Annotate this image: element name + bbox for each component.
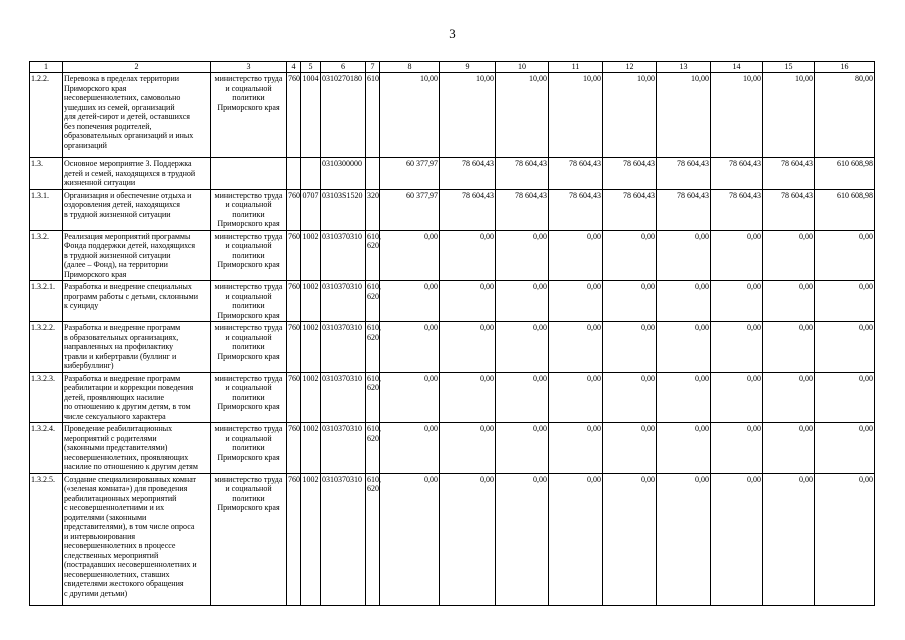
responsible-executor-cell: министерство труда и социальной политики Приморского края — [211, 281, 287, 322]
column-number-row — [30, 62, 875, 73]
amount-cell: 610 608,98 — [815, 189, 875, 230]
amount-cell: 0,00 — [763, 281, 815, 322]
table-row — [30, 423, 875, 474]
section-code-cell: 1002 — [301, 473, 321, 605]
amount-cell: 78 604,43 — [549, 158, 603, 190]
row-number-cell: 1.2.2. — [30, 73, 63, 158]
responsible-executor-cell: министерство труда и социальной политики Приморского края — [211, 473, 287, 605]
responsible-executor-cell: министерство труда и социальной политики Приморского края — [211, 372, 287, 423]
column-number-header: 9 — [440, 62, 496, 73]
section-code-cell — [301, 158, 321, 190]
amount-cell: 0,00 — [603, 230, 657, 281]
column-number-header: 14 — [711, 62, 763, 73]
column-number-header: 16 — [815, 62, 875, 73]
amount-cell: 0,00 — [440, 372, 496, 423]
amount-cell: 0,00 — [711, 281, 763, 322]
section-code-cell: 1002 — [301, 281, 321, 322]
amount-cell: 0,00 — [496, 281, 549, 322]
section-code-cell: 1002 — [301, 230, 321, 281]
target-article-cell: 0310370310 — [321, 423, 366, 474]
expense-type-cell: 610, 620 — [366, 473, 380, 605]
amount-cell: 0,00 — [657, 423, 711, 474]
amount-cell: 10,00 — [440, 73, 496, 158]
amount-cell: 0,00 — [815, 230, 875, 281]
activity-name-cell: Перевозка в пределах территории Приморского края несовершеннолетних, самовольно ушедших из семей, организаций для детей-сирот и детей, оставшихся без попечения родителей, образовательных организаций и иных организаций — [63, 73, 211, 158]
amount-cell: 78 604,43 — [657, 158, 711, 190]
table-row — [30, 73, 875, 158]
amount-cell: 78 604,43 — [440, 189, 496, 230]
amount-cell: 80,00 — [815, 73, 875, 158]
amount-cell: 0,00 — [380, 281, 440, 322]
amount-cell: 78 604,43 — [657, 189, 711, 230]
table-row — [30, 322, 875, 373]
activity-name-cell: Разработка и внедрение специальных программ работы с детьми, склонными к суициду — [63, 281, 211, 322]
amount-cell: 0,00 — [711, 230, 763, 281]
target-article-cell: 0310370310 — [321, 473, 366, 605]
column-number-header: 13 — [657, 62, 711, 73]
amount-cell: 0,00 — [380, 372, 440, 423]
section-code-cell: 1002 — [301, 372, 321, 423]
amount-cell: 78 604,43 — [603, 158, 657, 190]
row-number-cell: 1.3.2.5. — [30, 473, 63, 605]
target-article-cell: 0310370310 — [321, 372, 366, 423]
amount-cell: 78 604,43 — [549, 189, 603, 230]
activity-name-cell: Разработка и внедрение программ в образовательных организациях, направленных на профилактику травли и кибертравли (буллинг и кибербуллинг) — [63, 322, 211, 373]
table-row — [30, 230, 875, 281]
amount-cell: 0,00 — [657, 473, 711, 605]
amount-cell: 0,00 — [549, 281, 603, 322]
expense-type-cell: 610, 620 — [366, 281, 380, 322]
target-article-cell: 0310300000 — [321, 158, 366, 190]
amount-cell: 0,00 — [763, 372, 815, 423]
row-number-cell: 1.3.2.2. — [30, 322, 63, 373]
amount-cell: 0,00 — [603, 372, 657, 423]
section-code-cell: 1004 — [301, 73, 321, 158]
amount-cell: 78 604,43 — [603, 189, 657, 230]
amount-cell: 78 604,43 — [496, 158, 549, 190]
activity-name-cell: Разработка и внедрение программ реабилитации и коррекции поведения детей, проявляющих насилие по отношению к другим детям, в том числе сексуального характера — [63, 372, 211, 423]
amount-cell: 0,00 — [711, 372, 763, 423]
amount-cell: 0,00 — [440, 423, 496, 474]
expense-type-cell — [366, 158, 380, 190]
amount-cell: 0,00 — [440, 230, 496, 281]
column-number-header: 11 — [549, 62, 603, 73]
amount-cell: 0,00 — [603, 281, 657, 322]
activity-name-cell: Организация и обеспечение отдыха и оздоровления детей, находящихся в трудной жизненной ситуации — [63, 189, 211, 230]
amount-cell: 0,00 — [549, 230, 603, 281]
amount-cell: 0,00 — [763, 230, 815, 281]
responsible-executor-cell: министерство труда и социальной политики Приморского края — [211, 73, 287, 158]
amount-cell: 0,00 — [815, 322, 875, 373]
amount-cell: 0,00 — [496, 372, 549, 423]
amount-cell: 0,00 — [657, 230, 711, 281]
grbs-code-cell: 760 — [287, 423, 301, 474]
row-number-cell: 1.3.1. — [30, 189, 63, 230]
target-article-cell: 0310370310 — [321, 230, 366, 281]
amount-cell: 10,00 — [549, 73, 603, 158]
activity-name-cell: Проведение реабилитационных мероприятий с родителями (законными представителями) несовершеннолетних, проявляющих насилие по отношению к другим детям — [63, 423, 211, 474]
amount-cell: 0,00 — [657, 322, 711, 373]
amount-cell: 0,00 — [657, 372, 711, 423]
amount-cell: 10,00 — [711, 73, 763, 158]
expense-type-cell: 610, 620 — [366, 423, 380, 474]
page-number: 3 — [449, 26, 456, 41]
table-row — [30, 473, 875, 605]
column-number-header: 15 — [763, 62, 815, 73]
grbs-code-cell: 760 — [287, 281, 301, 322]
expense-type-cell: 610, 620 — [366, 230, 380, 281]
grbs-code-cell: 760 — [287, 473, 301, 605]
amount-cell: 10,00 — [603, 73, 657, 158]
column-number-header: 1 — [30, 62, 63, 73]
amount-cell: 0,00 — [763, 423, 815, 474]
row-number-cell: 1.3.2.1. — [30, 281, 63, 322]
activity-name-cell: Реализация мероприятий программы Фонда поддержки детей, находящихся в трудной жизненной ситуации (далее – Фонд), на территории Приморского края — [63, 230, 211, 281]
amount-cell: 0,00 — [657, 281, 711, 322]
target-article-cell: 03103S1520 — [321, 189, 366, 230]
amount-cell: 0,00 — [711, 423, 763, 474]
expense-type-cell: 320 — [366, 189, 380, 230]
amount-cell: 78 604,43 — [763, 189, 815, 230]
amount-cell: 78 604,43 — [763, 158, 815, 190]
table-row — [30, 189, 875, 230]
expense-type-cell: 610, 620 — [366, 322, 380, 373]
responsible-executor-cell: министерство труда и социальной политики Приморского края — [211, 189, 287, 230]
row-number-cell: 1.3. — [30, 158, 63, 190]
target-article-cell: 0310370310 — [321, 281, 366, 322]
amount-cell: 78 604,43 — [496, 189, 549, 230]
amount-cell: 0,00 — [549, 423, 603, 474]
table-row — [30, 158, 875, 190]
amount-cell: 0,00 — [603, 322, 657, 373]
amount-cell: 0,00 — [380, 473, 440, 605]
amount-cell: 0,00 — [763, 473, 815, 605]
column-number-header: 3 — [211, 62, 287, 73]
amount-cell: 0,00 — [603, 423, 657, 474]
column-number-header: 7 — [366, 62, 380, 73]
table-row — [30, 281, 875, 322]
column-number-header: 6 — [321, 62, 366, 73]
amount-cell: 0,00 — [815, 372, 875, 423]
column-number-header: 8 — [380, 62, 440, 73]
row-number-cell: 1.3.2. — [30, 230, 63, 281]
expense-type-cell: 610 — [366, 73, 380, 158]
amount-cell: 0,00 — [815, 473, 875, 605]
responsible-executor-cell: министерство труда и социальной политики Приморского края — [211, 230, 287, 281]
amount-cell: 0,00 — [440, 473, 496, 605]
expense-type-cell: 610, 620 — [366, 372, 380, 423]
amount-cell: 0,00 — [763, 322, 815, 373]
amount-cell: 0,00 — [603, 473, 657, 605]
section-code-cell: 1002 — [301, 322, 321, 373]
grbs-code-cell — [287, 158, 301, 190]
column-number-header: 5 — [301, 62, 321, 73]
amount-cell: 0,00 — [549, 322, 603, 373]
amount-cell: 10,00 — [496, 73, 549, 158]
amount-cell: 10,00 — [763, 73, 815, 158]
amount-cell: 60 377,97 — [380, 189, 440, 230]
grbs-code-cell: 760 — [287, 189, 301, 230]
amount-cell: 0,00 — [496, 473, 549, 605]
amount-cell: 10,00 — [380, 73, 440, 158]
amount-cell: 0,00 — [549, 473, 603, 605]
amount-cell: 78 604,43 — [440, 158, 496, 190]
amount-cell: 0,00 — [711, 473, 763, 605]
amount-cell: 0,00 — [440, 322, 496, 373]
column-number-header: 2 — [63, 62, 211, 73]
row-number-cell: 1.3.2.4. — [30, 423, 63, 474]
responsible-executor-cell: министерство труда и социальной политики Приморского края — [211, 423, 287, 474]
budget-table — [29, 61, 875, 606]
column-number-header: 4 — [287, 62, 301, 73]
activity-name-cell: Основное мероприятие 3. Поддержка детей и семей, находящихся в трудной жизненной ситуации — [63, 158, 211, 190]
grbs-code-cell: 760 — [287, 372, 301, 423]
amount-cell: 0,00 — [496, 423, 549, 474]
amount-cell: 0,00 — [496, 230, 549, 281]
section-code-cell: 1002 — [301, 423, 321, 474]
amount-cell: 78 604,43 — [711, 189, 763, 230]
amount-cell: 0,00 — [815, 281, 875, 322]
row-number-cell: 1.3.2.3. — [30, 372, 63, 423]
responsible-executor-cell: министерство труда и социальной политики Приморского края — [211, 322, 287, 373]
amount-cell: 0,00 — [440, 281, 496, 322]
amount-cell: 0,00 — [380, 322, 440, 373]
amount-cell: 0,00 — [380, 230, 440, 281]
grbs-code-cell: 760 — [287, 322, 301, 373]
table-row — [30, 372, 875, 423]
column-number-header: 12 — [603, 62, 657, 73]
column-number-header: 10 — [496, 62, 549, 73]
amount-cell: 0,00 — [549, 372, 603, 423]
amount-cell: 610 608,98 — [815, 158, 875, 190]
grbs-code-cell: 760 — [287, 73, 301, 158]
amount-cell: 0,00 — [496, 322, 549, 373]
amount-cell: 10,00 — [657, 73, 711, 158]
amount-cell: 0,00 — [815, 423, 875, 474]
activity-name-cell: Создание специализированных комнат («зеленая комната») для проведения реабилитационных мероприятий с несовершеннолетними и их родителями (законными представителями), в том числе опроса и интервьюирования несовершеннолетних в процессе следственных мероприятий (пострадавших несовершеннолетних и несовершеннолетних, ставших свидетелями жестокого обращения с другими детьми) — [63, 473, 211, 605]
amount-cell: 78 604,43 — [711, 158, 763, 190]
amount-cell: 0,00 — [380, 423, 440, 474]
target-article-cell: 0310270180 — [321, 73, 366, 158]
table-body — [30, 73, 875, 606]
amount-cell: 0,00 — [711, 322, 763, 373]
responsible-executor-cell — [211, 158, 287, 190]
section-code-cell: 0707 — [301, 189, 321, 230]
target-article-cell: 0310370310 — [321, 322, 366, 373]
amount-cell: 60 377,97 — [380, 158, 440, 190]
grbs-code-cell: 760 — [287, 230, 301, 281]
